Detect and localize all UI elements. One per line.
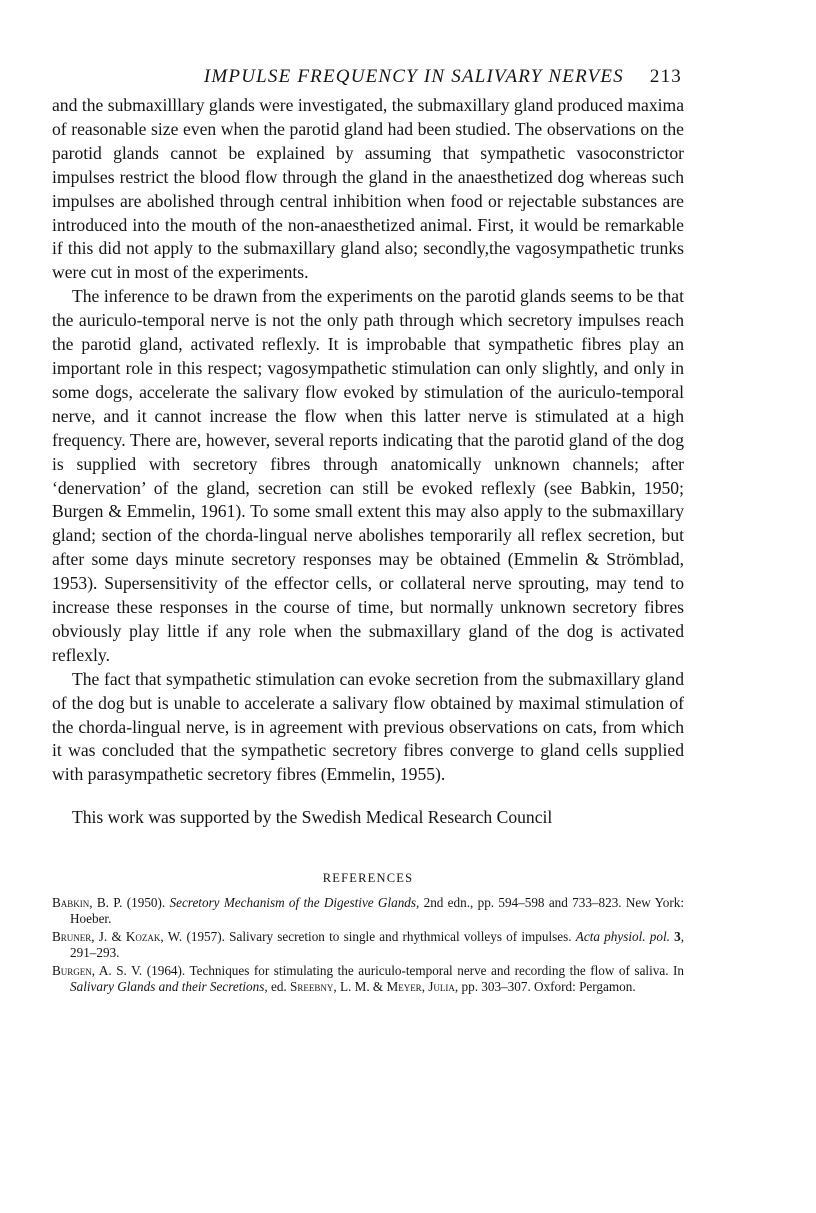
reference-babkin — [52, 895, 684, 927]
reference-authors: Babkin, B. P. — [52, 895, 123, 911]
reference-book: Salivary Glands and their Secretions — [70, 979, 265, 995]
reference-title: Techniques for stimulating the auriculo-temporal nerve and recording the flow of saliva. In — [189, 963, 684, 979]
reference-year: (1950). — [126, 895, 166, 911]
body-text — [52, 94, 684, 787]
page-number: 213 — [649, 66, 682, 87]
reference-bruner — [52, 929, 684, 961]
reference-volume: 3 — [674, 929, 681, 945]
reference-editors-prefix: , ed. — [264, 979, 287, 995]
reference-pages: , 291–293. — [70, 929, 685, 961]
reference-authors: Bruner, J. & Kozak, W. — [52, 929, 183, 945]
reference-details: , pp. 303–307. Oxford: Pergamon. — [454, 979, 636, 995]
reference-year: (1964). — [146, 963, 186, 979]
reference-title: Salivary secretion to single and rhythmical volleys of impulses. — [229, 929, 572, 945]
reference-list — [52, 895, 684, 995]
paragraph-3: The fact that sympathetic stimulation can evoke secretion from the submaxillary gland of the dog but is unable to accelerate a salivary flow obtained by maximal stimulation of the chorda-lingual nerve, is in agreement with previous observations on cats, from which it was concluded that the sympathetic secretory fibres converge to gland cells supplied with parasympathetic secretory fibres (Emmelin, 1955). — [52, 668, 684, 785]
reference-title: Secretory Mechanism of the Digestive Glands — [169, 895, 417, 911]
running-title: IMPULSE FREQUENCY IN SALIVARY NERVES — [203, 66, 624, 87]
reference-details: , 2nd edn., pp. 594–598 and 733–823. New York: Hoeber. — [70, 895, 685, 927]
references-heading: REFERENCES — [322, 871, 414, 886]
reference-year: (1957). — [186, 929, 225, 945]
reference-journal: Acta physiol. pol. — [575, 929, 670, 945]
journal-page — [52, 66, 684, 997]
running-head — [52, 66, 684, 88]
reference-authors: Burgen, A. S. V. — [52, 963, 143, 979]
acknowledgement: This work was supported by the Swedish Medical Research Council — [72, 807, 553, 828]
reference-burgen — [52, 963, 684, 995]
reference-editors: Sreebny, L. M. & Meyer, Julia — [290, 979, 455, 995]
paragraph-2: The inference to be drawn from the experiments on the parotid glands seems to be that the auriculo-temporal nerve is not the only path through which secretory impulses reach the parotid gland, activated reflexly. It is improbable that sympathetic fibres play an important role in this respect; vagosympathetic stimulation can only slightly, and only in some dogs, accelerate the salivary flow evoked by stimulation of the auriculo-temporal nerve, and it cannot increase the flow when this latter nerve is stimulated at a high frequency. There are, however, several reports indicating that the parotid gland of the dog is supplied with secretory fibres through anatomically unknown channels; after ‘denervation’ of the gland, secretion can still be evoked reflexly (see Babkin, 1950; Burgen & Emmelin, 1961). To some small extent this may also apply to the submaxillary gland; section of the chorda-lingual nerve abolishes temporarily all reflex secretion, but after some days minute secretory responses may be obtained (Emmelin & Strömblad, 1953). Supersensitivity of the effector cells, or collateral nerve sprouting, may tend to increase these responses in the course of time, but normally unknown secretory fibres obviously play little if any role when the submaxillary gland of the dog is activated reflexly. — [52, 286, 684, 665]
paragraph-1: and the submaxilllary glands were investigated, the submaxillary gland produced maxima of reasonable size even when the parotid gland had been studied. The observations on the parotid glands cannot be explained by assuming that sympathetic vasoconstrictor impulses restrict the blood flow through the gland in the anaesthetized dog whereas such impulses are abolished through central inhibition when food or rejectable substances are introduced into the mouth of the non-anaesthetized animal. First, it would be remarkable if this did not apply to the submaxillary gland also; secondly,the vagosympathetic trunks were cut in most of the experiments. — [52, 95, 684, 283]
